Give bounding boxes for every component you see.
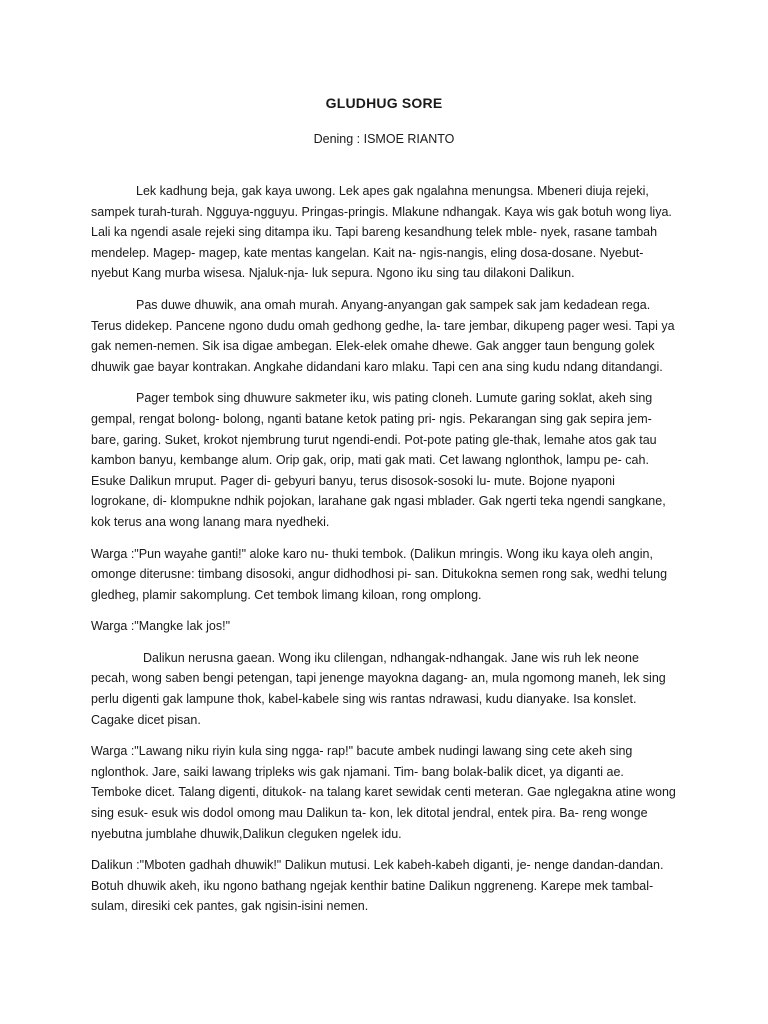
story-body xyxy=(91,181,676,928)
paragraph-1: Lek kadhung beja, gak kaya uwong. Lek apes gak ngalahna menungsa. Mbeneri diuja rejeki, sampek turah-turah. Ngguya-ngguyu. Pringas-pringis. Mlakune ndhangak. Kaya wis gak botuh wong liya. Lali ka ngendi asale rejeki sing ditampa iku. Tapi bareng kesandhung telek mble- nyek, rasane tambah mendelep. Magep- magep, kate mentas kangelan. Kait na- ngis-nangis, eling dosa-dosane. Nyebut-nyebut Kang murba wisesa. Njaluk-nja- luk sepura. Ngono iku sing tau dilakoni Dalikun. xyxy=(91,184,672,281)
paragraph-8: Dalikun :"Mboten gadhah dhuwik!" Dalikun mutusi. Lek kabeh-kabeh diganti, je- nenge dandan-dandan. Botuh dhuwik akeh, iku ngono bathang ngejak kenthir batine Dalikun nggreneng. Karepe mek tambal-sulam, diresiki cek pantes, gak ngisin-isini nemen. xyxy=(91,858,664,914)
paragraph-5: Warga :"Mangke lak jos!" xyxy=(91,619,231,634)
paragraph-2: Pas duwe dhuwik, ana omah murah. Anyang-anyangan gak sampek sak jam kedadean rega. Terus didekep. Pancene ngono dudu omah gedhong gedhe, la- tare jembar, dikupeng pager wesi. Tapi ya gak nemen-nemen. Sik isa digae ambegan. Elek-elek omahe dhewe. Gak angger taun bengung golek dhuwik gae bayar kontrakan. Angkahe didandani karo mlaku. Tapi cen ana sing kudu ndang ditandangi. xyxy=(91,297,675,374)
paragraph-3: Pager tembok sing dhuwure sakmeter iku, wis pating cloneh. Lumute garing soklat, akeh sing gempal, rengat bolong- bolong, nganti batane ketok pating pri- ngis. Pekarangan sing gak sepira jem- bare, garing. Suket, krokot njembrung turut ngendi-endi. Pot-pote pating gle-thak, lemahe atos gak tau kambon banyu, kembange alum. Orip gak, orip, mati gak mati. Cet lawang nglonthok, lampu pe- cah. Esuke Dalikun mruput. Pager di- gebyuri banyu, terus disosok-sosoki lu- mute. Bojone nyaponi logrokane, di- klompukne ndhik pojokan, larahane gak ngasi mblader. Gak ngerti teka ngendi sangkane, kok terus ana wong lanang mara nyedheki. xyxy=(91,391,666,529)
paragraph-7: Warga :"Lawang niku riyin kula sing ngga- rap!" bacute ambek nudingi lawang sing cete akeh sing nglonthok. Jare, saiki lawang tripleks wis gak njamani. Tim- bang bolak-balik dicet, ya diganti ae. Temboke dicet. Talang digenti, ditukok- na talang karet sewidak centi meteran. Gae nglegakna atine wong sing esuk- esuk wis dodol omong mau Dalikun ta- kon, lek ditotal jendral, entek pira. Ba- reng wonge nyebutna jumblahe dhuwik,Dalikun cleguken ngelek idu. xyxy=(91,744,676,841)
document-title: GLUDHUG SORE xyxy=(325,95,443,111)
author-byline: Dening : ISMOE RIANTO xyxy=(313,132,455,146)
paragraph-6: Dalikun nerusna gaean. Wong iku clilengan, ndhangak-ndhangak. Jane wis ruh lek neone pecah, wong saben bengi petengan, tapi jenenge mayokna dagang- an, mula ngomong maneh, lek sing perlu digenti gak lampune thok, kabel-kabele sing wis rantas ndrawasi, kudu dianyake. Isa konslet. Cagake dicet pisan. xyxy=(91,650,666,727)
paragraph-4: Warga :"Pun wayahe ganti!" aloke karo nu- thuki tembok. (Dalikun mringis. Wong iku kaya oleh angin, omonge diterusne: timbang disosoki, angur didhodhosi pi- san. Ditukokna semen rong sak, wedhi telung gledheg, plamir sakomplung. Cet tembok limang kiloan, rong omplong. xyxy=(91,546,668,602)
